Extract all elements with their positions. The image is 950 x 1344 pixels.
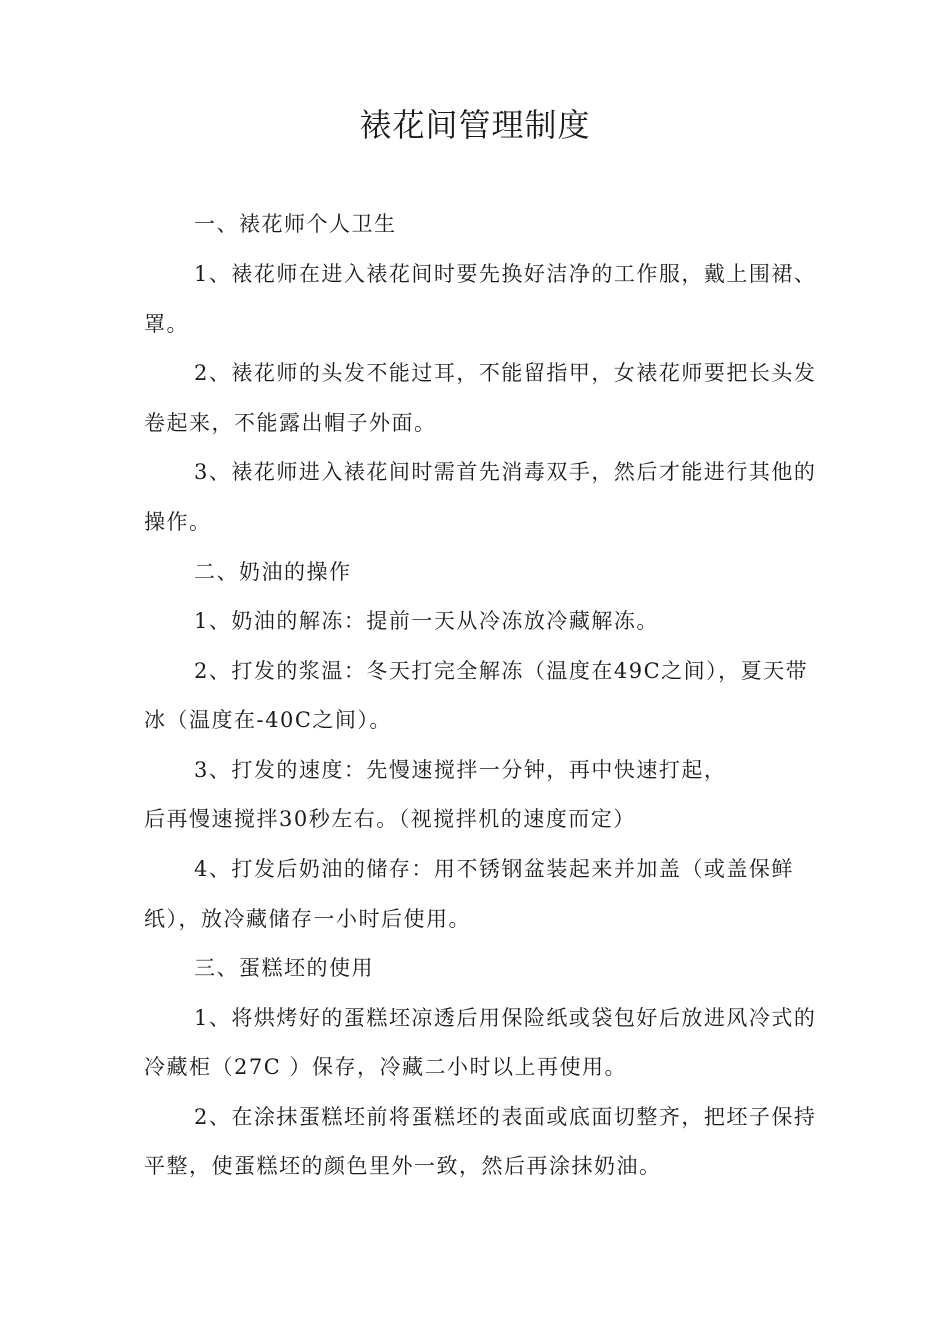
document-title: 裱花间管理制度	[359, 106, 591, 144]
paragraph-line: 1、奶油的解冻：提前一天从冷冻放冷藏解冻。	[194, 609, 659, 633]
section-heading-2: 二、奶油的操作	[194, 560, 352, 584]
paragraph-line: 2、在涂抹蛋糕坯前将蛋糕坯的表面或底面切整齐，把坯子保持	[194, 1105, 817, 1129]
paragraph-line: 2、打发的浆温：冬天打完全解冻（温度在49C之间），夏天带	[194, 659, 809, 683]
paragraph-line: 卷起来，不能露出帽子外面。	[144, 411, 437, 435]
paragraph-line: 后再慢速搅拌30秒左右。（视搅拌机的速度而定）	[144, 807, 636, 831]
paragraph-line: 2、裱花师的头发不能过耳，不能留指甲，女裱花师要把长头发	[194, 361, 817, 385]
paragraph-line: 纸），放冷藏储存一小时后使用。	[144, 907, 471, 931]
paragraph-line: 罩。	[144, 312, 189, 336]
paragraph-line: 平整，使蛋糕坯的颜色里外一致，然后再涂抹奶油。	[144, 1154, 662, 1178]
paragraph-line: 1、裱花师在进入裱花间时要先换好洁净的工作服，戴上围裙、	[194, 262, 817, 286]
paragraph-line: 冰（温度在-40C之间）。	[144, 708, 392, 732]
paragraph-line: 4、打发后奶油的储存：用不锈钢盆装起来并加盖（或盖保鲜	[194, 857, 794, 881]
paragraph-line: 3、裱花师进入裱花间时需首先消毒双手，然后才能进行其他的	[194, 460, 817, 484]
paragraph-line: 3、打发的速度：先慢速搅拌一分钟，再中快速打起，	[194, 758, 727, 782]
paragraph-line: 冷藏柜（27C ）保存，冷藏二小时以上再使用。	[144, 1055, 627, 1079]
section-heading-1: 一、裱花师个人卫生	[194, 212, 397, 236]
section-heading-3: 三、蛋糕坯的使用	[194, 956, 374, 980]
paragraph-line: 操作。	[144, 510, 212, 534]
paragraph-line: 1、将烘烤好的蛋糕坯凉透后用保险纸或袋包好后放进风冷式的	[194, 1006, 817, 1030]
